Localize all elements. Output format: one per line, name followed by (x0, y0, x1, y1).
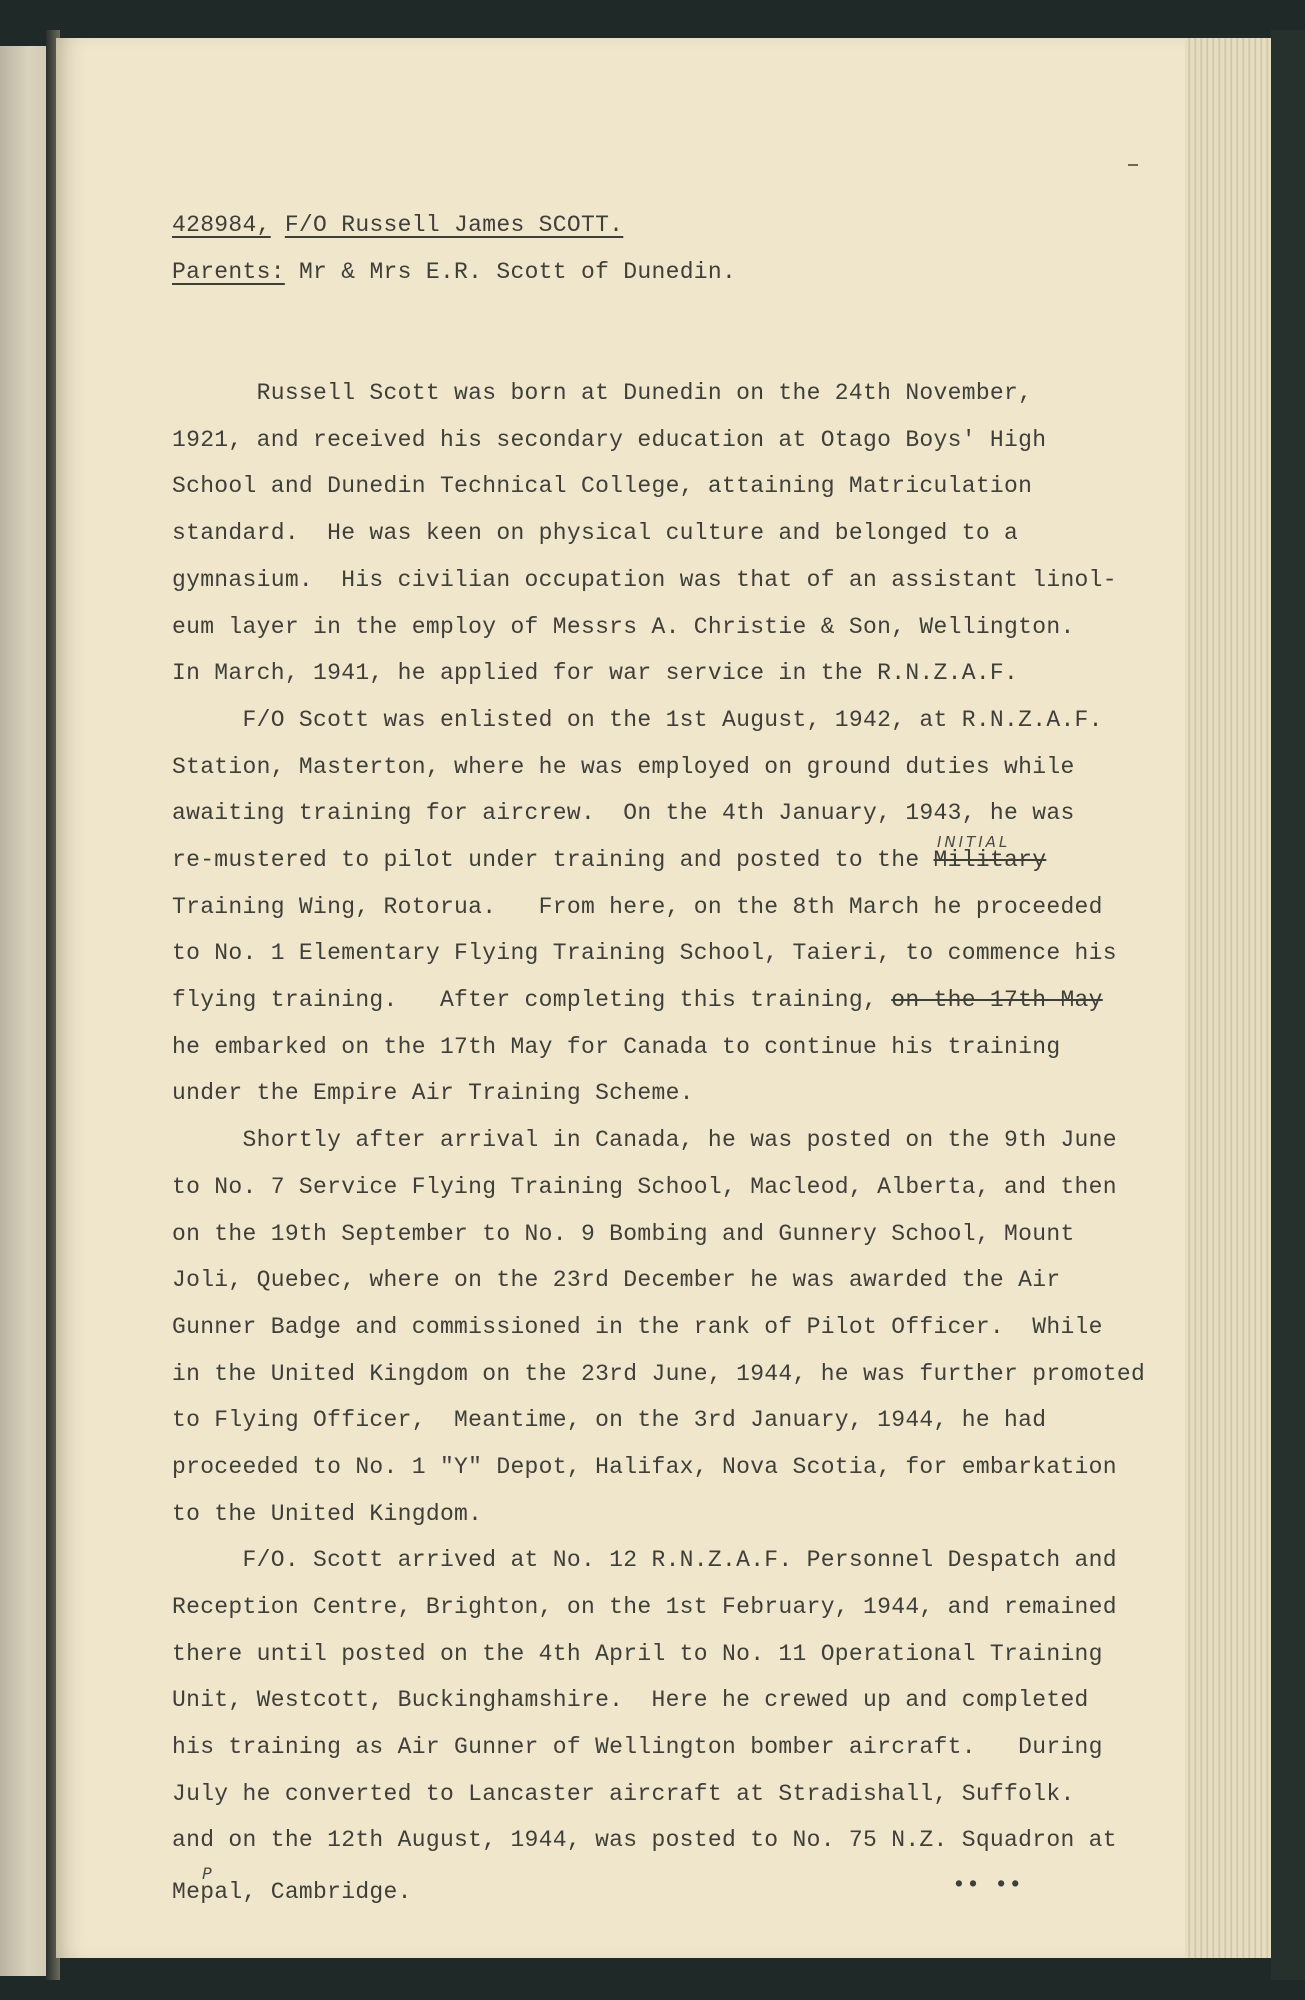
body-line: standard. He was keen on physical culture and belonged to a (172, 520, 1019, 546)
body-line: F/O Scott was enlisted on the 1st August, 1942, at R.N.Z.A.F. (172, 707, 1103, 733)
handwritten-insertion: INITIAL (937, 833, 1011, 851)
body-line: to Flying Officer, Meantime, on the 3rd January, 1944, he had (172, 1407, 1047, 1433)
parents-line (172, 259, 736, 285)
body-line: gymnasium. His civilian occupation was that of an assistant linol- (172, 567, 1117, 593)
body-line: and on the 12th August, 1944, was posted to No. 75 N.Z. Squadron at (172, 1827, 1117, 1853)
body-line-flying: flying training. After completing this training, on the 17th May (172, 987, 1103, 1013)
body-line: eum layer in the employ of Messrs A. Christie & Son, Wellington. (172, 614, 1075, 640)
body-line: Shortly after arrival in Canada, he was posted on the 9th June (172, 1127, 1117, 1153)
handwritten-correction: P (202, 1864, 212, 1883)
page-stack-edges (1185, 38, 1273, 1958)
struck-word: Military (933, 847, 1047, 873)
body-line: in the United Kingdom on the 23rd June, 1944, he was further promoted (172, 1361, 1146, 1387)
parents-value: Mr & Mrs E.R. Scott of Dunedin. (298, 259, 737, 285)
body-line: his training as Air Gunner of Wellington bomber aircraft. During (172, 1734, 1103, 1760)
body-line: F/O. Scott arrived at No. 12 R.N.Z.A.F. Personnel Despatch and (172, 1547, 1117, 1573)
body-line: to No. 1 Elementary Flying Training School, Taieri, to commence his (172, 940, 1117, 966)
service-number: 428984, (172, 212, 271, 238)
body-line: In March, 1941, he applied for war service in the R.N.Z.A.F. (172, 660, 1019, 686)
body-line: Training Wing, Rotorua. From here, on the 8th March he proceeded (172, 894, 1103, 920)
body-line-remustered: re-mustered to pilot under training and posted to the Military (172, 847, 1047, 873)
body-line: there until posted on the 4th April to No. 11 Operational Training (172, 1641, 1103, 1667)
struck-phrase: on the 17th May (891, 987, 1103, 1013)
body-line: awaiting training for aircrew. On the 4th January, 1943, he was (172, 800, 1075, 826)
airman-name: F/O Russell James SCOTT. (284, 212, 624, 238)
page-mark (1128, 164, 1138, 166)
body-line: Joli, Quebec, where on the 23rd December he was awarded the Air (172, 1267, 1061, 1293)
typed-text-block (172, 212, 1146, 1905)
body-line: School and Dunedin Technical College, attaining Matriculation (172, 473, 1033, 499)
body-line: to No. 7 Service Flying Training School, Macleod, Alberta, and then (172, 1174, 1117, 1200)
facing-page-edge (0, 46, 52, 1976)
body-line: Unit, Westcott, Buckinghamshire. Here he crewed up and completed (172, 1687, 1089, 1713)
continuation-marks: •• •• (952, 1872, 1023, 1898)
parents-label: Parents: (172, 259, 285, 285)
body-line: proceeded to No. 1 "Y" Depot, Halifax, Nova Scotia, for embarkation (172, 1454, 1117, 1480)
body-line: July he converted to Lancaster aircraft at Stradishall, Suffolk. (172, 1781, 1075, 1807)
book-cover-edge (1271, 30, 1305, 1980)
last-line: Mepal, Cambridge. (172, 1879, 412, 1905)
body-line: under the Empire Air Training Scheme. (172, 1080, 694, 1106)
body-line: 1921, and received his secondary education at Otago Boys' High (172, 427, 1047, 453)
body-line: Station, Masterton, where he was employed on ground duties while (172, 754, 1075, 780)
body-line: he embarked on the 17th May for Canada to continue his training (172, 1034, 1061, 1060)
body-line: to the United Kingdom. (172, 1501, 483, 1527)
body-line: Reception Centre, Brighton, on the 1st February, 1944, and remained (172, 1594, 1117, 1620)
heading-line (172, 212, 623, 238)
body-line: Gunner Badge and commissioned in the rank of Pilot Officer. While (172, 1314, 1103, 1340)
body-line: on the 19th September to No. 9 Bombing and Gunnery School, Mount (172, 1221, 1075, 1247)
body-line: Russell Scott was born at Dunedin on the 24th November, (172, 380, 1033, 406)
